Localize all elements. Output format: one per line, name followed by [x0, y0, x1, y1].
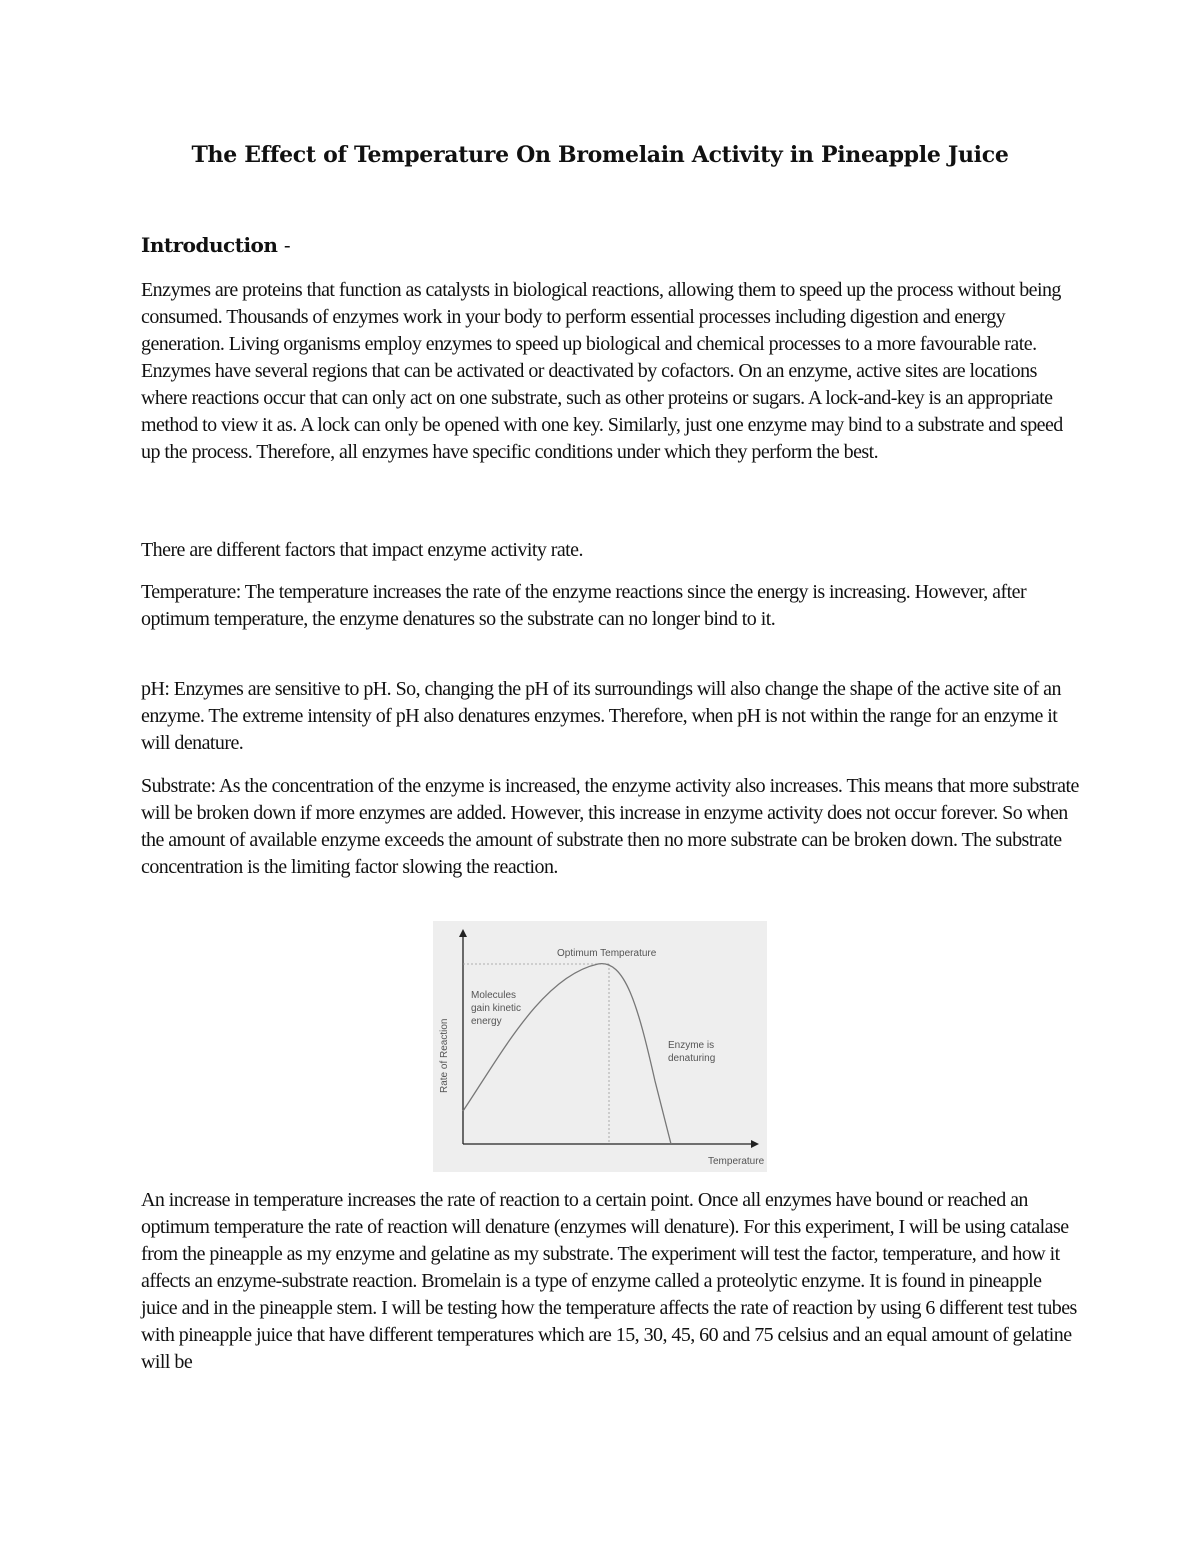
y-axis-label: Rate of Reaction	[439, 1018, 450, 1093]
rising-label-line-1: Molecules	[471, 990, 517, 1001]
x-axis-arrow-icon	[751, 1140, 759, 1148]
paragraph-experiment: An increase in temperature increases the rate of reaction to a certain point. Once all enzymes have bound or reached an optimum temperature the rate of reaction will denature (enzymes will denature). For this experiment, I will be using catalase from the pineapple as my enzyme and gelatine as my substrate. The experiment will test the factor, temperature, and how it affects an enzyme-substrate reaction. Bromelain is a type of enzyme called a proteolytic enzyme. It is found in pineapple juice and in the pineapple stem. I will be testing how the temperature affects the rate of reaction by using 6 different test tubes with pineapple juice that have different temperatures which are 15, 30, 45, 60 and 75 celsius and an equal amount of gelatine will be	[141, 1189, 1077, 1373]
rising-label-line-3: energy	[471, 1016, 502, 1027]
document-title: The Effect of Temperature On Bromelain Activity in Pineapple Juice	[191, 142, 1009, 168]
paragraph-temperature: Temperature: The temperature increases the rate of the enzyme reactions since the energy is increasing. However, after optimum temperature, the enzyme denatures so the substrate can no longer bind to it.	[141, 581, 1027, 630]
falling-label-line-2: denaturing	[668, 1053, 716, 1064]
introduction-heading-text: Introduction	[141, 233, 278, 257]
paragraph-factors: There are different factors that impact enzyme activity rate.	[141, 539, 583, 561]
rate-vs-temperature-figure	[433, 921, 767, 1172]
introduction-heading-dash: -	[283, 233, 291, 257]
y-axis-arrow-icon	[459, 929, 467, 937]
rate-vs-temperature-diagram	[433, 921, 767, 1172]
rising-label-line-2: gain kinetic	[471, 1003, 522, 1014]
paragraph-ph: pH: Enzymes are sensitive to pH. So, changing the pH of its surroundings will also change the shape of the active site of an enzyme. The extreme intensity of pH also denatures enzymes. Therefore, when pH is not within the range for an enzyme it will denature.	[141, 678, 1061, 754]
x-axis-label: Temperature	[708, 1156, 765, 1167]
introduction-heading	[141, 233, 290, 257]
falling-label-line-1: Enzyme is	[668, 1040, 715, 1051]
paragraph-substrate: Substrate: As the concentration of the enzyme is increased, the enzyme activity also increases. This means that more substrate will be broken down if more enzymes are added. However, this increase in enzyme activity does not occur forever. So when the amount of available enzyme exceeds the amount of substrate then no more substrate can be broken down. The substrate concentration is the limiting factor slowing the reaction.	[141, 775, 1079, 878]
paragraph-enzymes-overview: Enzymes are proteins that function as catalysts in biological reactions, allowing them to speed up the process without being consumed. Thousands of enzymes work in your body to perform essential processes including digestion and energy generation. Living organisms employ enzymes to speed up biological and chemical processes to a more favourable rate. Enzymes have several regions that can be activated or deactivated by cofactors. On an enzyme, active sites are locations where reactions occur that can only act on one substrate, such as other proteins or sugars. A lock-and-key is an appropriate method to view it as. A lock can only be opened with one key. Similarly, just one enzyme may bind to a substrate and speed up the process. Therefore, all enzymes have specific conditions under which they perform the best.	[141, 279, 1063, 463]
optimum-temperature-label: Optimum Temperature	[557, 948, 657, 959]
